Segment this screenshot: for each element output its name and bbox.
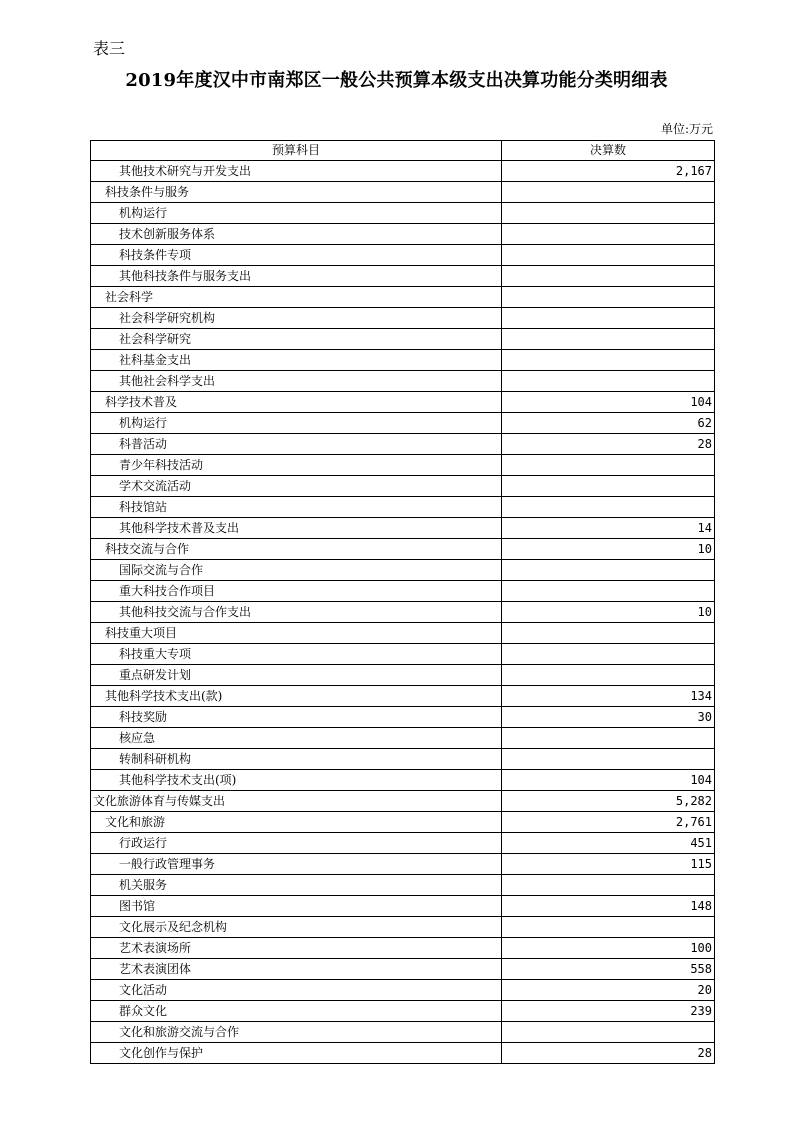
amount-cell [502, 308, 715, 329]
table-row [91, 287, 715, 308]
table-row [91, 812, 715, 833]
table-row [91, 497, 715, 518]
subject-cell: 科技交流与合作 [91, 539, 502, 560]
table-row [91, 896, 715, 917]
table-row [91, 371, 715, 392]
table-row [91, 476, 715, 497]
table-row [91, 455, 715, 476]
amount-cell [502, 917, 715, 938]
table-row [91, 959, 715, 980]
table-row [91, 917, 715, 938]
subject-cell: 其他科技交流与合作支出 [91, 602, 502, 623]
subject-cell: 科技重大专项 [91, 644, 502, 665]
table-row [91, 329, 715, 350]
subject-cell: 科技条件与服务 [91, 182, 502, 203]
subject-cell: 其他科技条件与服务支出 [91, 266, 502, 287]
amount-cell [502, 665, 715, 686]
amount-cell: 14 [502, 518, 715, 539]
subject-cell: 转制科研机构 [91, 749, 502, 770]
subject-cell: 其他技术研究与开发支出 [91, 161, 502, 182]
subject-cell: 其他社会科学支出 [91, 371, 502, 392]
subject-cell: 科技重大项目 [91, 623, 502, 644]
amount-cell: 2,761 [502, 812, 715, 833]
amount-cell [502, 581, 715, 602]
table-row [91, 749, 715, 770]
table-row [91, 791, 715, 812]
subject-cell: 社科基金支出 [91, 350, 502, 371]
table-row [91, 707, 715, 728]
subject-cell: 行政运行 [91, 833, 502, 854]
table-row [91, 623, 715, 644]
table-row [91, 602, 715, 623]
subject-cell: 科学技术普及 [91, 392, 502, 413]
amount-cell: 62 [502, 413, 715, 434]
subject-cell: 艺术表演场所 [91, 938, 502, 959]
table-row [91, 308, 715, 329]
table-row [91, 980, 715, 1001]
amount-cell: 28 [502, 434, 715, 455]
amount-cell [502, 1022, 715, 1043]
amount-cell: 30 [502, 707, 715, 728]
subject-cell: 文化和旅游 [91, 812, 502, 833]
subject-cell: 机关服务 [91, 875, 502, 896]
subject-cell: 图书馆 [91, 896, 502, 917]
table-row [91, 686, 715, 707]
table-row [91, 665, 715, 686]
subject-cell: 国际交流与合作 [91, 560, 502, 581]
subject-cell: 重大科技合作项目 [91, 581, 502, 602]
subject-cell: 文化展示及纪念机构 [91, 917, 502, 938]
subject-cell: 社会科学研究 [91, 329, 502, 350]
subject-cell: 学术交流活动 [91, 476, 502, 497]
table-row [91, 1043, 715, 1064]
table-row [91, 161, 715, 182]
amount-cell: 10 [502, 539, 715, 560]
budget-table [90, 140, 715, 1064]
table-row [91, 203, 715, 224]
amount-cell [502, 749, 715, 770]
subject-cell: 文化和旅游交流与合作 [91, 1022, 502, 1043]
amount-cell: 104 [502, 392, 715, 413]
amount-cell: 100 [502, 938, 715, 959]
table-row [91, 1022, 715, 1043]
amount-cell [502, 266, 715, 287]
table-row [91, 182, 715, 203]
subject-cell: 机构运行 [91, 203, 502, 224]
amount-cell [502, 287, 715, 308]
amount-cell [502, 497, 715, 518]
column-header-subject: 预算科目 [91, 141, 502, 161]
table-row [91, 875, 715, 896]
subject-cell: 文化旅游体育与传媒支出 [91, 791, 502, 812]
subject-cell: 其他科学技术普及支出 [91, 518, 502, 539]
table-row [91, 560, 715, 581]
table-row [91, 728, 715, 749]
amount-cell: 451 [502, 833, 715, 854]
amount-cell: 239 [502, 1001, 715, 1022]
amount-cell [502, 644, 715, 665]
amount-cell: 20 [502, 980, 715, 1001]
table-row [91, 854, 715, 875]
table-row [91, 938, 715, 959]
table-row [91, 518, 715, 539]
table-row [91, 1001, 715, 1022]
subject-cell: 其他科学技术支出(款) [91, 686, 502, 707]
amount-cell: 148 [502, 896, 715, 917]
amount-cell [502, 350, 715, 371]
subject-cell: 机构运行 [91, 413, 502, 434]
amount-cell: 5,282 [502, 791, 715, 812]
table-row [91, 644, 715, 665]
amount-cell [502, 182, 715, 203]
table-row [91, 392, 715, 413]
amount-cell [502, 728, 715, 749]
column-header-amount: 决算数 [502, 141, 715, 161]
amount-cell [502, 203, 715, 224]
table-row [91, 770, 715, 791]
subject-cell: 一般行政管理事务 [91, 854, 502, 875]
amount-cell: 2,167 [502, 161, 715, 182]
table-row [91, 539, 715, 560]
amount-cell [502, 245, 715, 266]
amount-cell [502, 224, 715, 245]
amount-cell [502, 371, 715, 392]
amount-cell [502, 476, 715, 497]
amount-cell [502, 455, 715, 476]
amount-cell [502, 329, 715, 350]
subject-cell: 文化活动 [91, 980, 502, 1001]
subject-cell: 技术创新服务体系 [91, 224, 502, 245]
subject-cell: 社会科学研究机构 [91, 308, 502, 329]
subject-cell: 科技馆站 [91, 497, 502, 518]
subject-cell: 科普活动 [91, 434, 502, 455]
subject-cell: 科技奖励 [91, 707, 502, 728]
table-row [91, 434, 715, 455]
table-label: 表三 [93, 39, 126, 58]
amount-cell: 115 [502, 854, 715, 875]
subject-cell: 其他科学技术支出(项) [91, 770, 502, 791]
table-body [91, 161, 715, 1064]
table-row [91, 245, 715, 266]
table-row [91, 224, 715, 245]
amount-cell [502, 560, 715, 581]
amount-cell: 134 [502, 686, 715, 707]
amount-cell: 10 [502, 602, 715, 623]
subject-cell: 科技条件专项 [91, 245, 502, 266]
subject-cell: 文化创作与保护 [91, 1043, 502, 1064]
subject-cell: 核应急 [91, 728, 502, 749]
subject-cell: 艺术表演团体 [91, 959, 502, 980]
subject-cell: 重点研发计划 [91, 665, 502, 686]
subject-cell: 青少年科技活动 [91, 455, 502, 476]
unit-label: 单位:万元 [660, 122, 713, 136]
amount-cell [502, 875, 715, 896]
table-row [91, 266, 715, 287]
subject-cell: 群众文化 [91, 1001, 502, 1022]
amount-cell: 558 [502, 959, 715, 980]
amount-cell: 28 [502, 1043, 715, 1064]
page-title: 2019年度汉中市南郑区一般公共预算本级支出决算功能分类明细表 [125, 70, 668, 91]
amount-cell [502, 623, 715, 644]
table-header-row [91, 141, 715, 161]
amount-cell: 104 [502, 770, 715, 791]
table-row [91, 833, 715, 854]
table-row [91, 350, 715, 371]
table-row [91, 581, 715, 602]
table-row [91, 413, 715, 434]
subject-cell: 社会科学 [91, 287, 502, 308]
